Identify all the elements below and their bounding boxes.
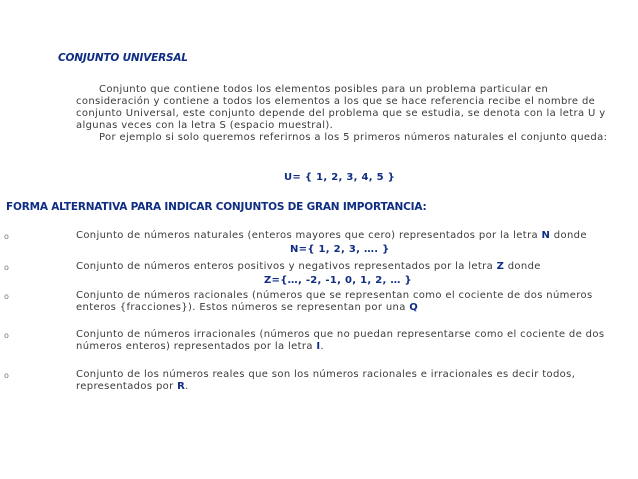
universal-definition-paragraph: Conjunto que contiene todos los elementos posibles para un problema particular en consideración y contiene a todos los elementos a los que se hace referencia recibe el nombre de conjunto Universal, este conjunto depende del problema que se estudia, se denota con la letra U y algunas veces con la letra S (espacio muestral). [76,84,606,131]
item-text-after: donde [550,230,587,241]
bullet-icon: o [4,232,9,241]
universal-set-title: CONJUNTO UNIVERSAL [58,52,188,64]
naturals-formula: N={ 1, 2, 3, …. } [290,244,390,255]
list-item-integers [76,261,626,273]
bullet-icon: o [4,371,9,380]
item-text-after: . [320,341,324,352]
alternative-section-title: FORMA ALTERNATIVA PARA INDICAR CONJUNTOS DE GRAN IMPORTANCIA: [6,201,427,213]
set-letter-z: Z [496,261,505,272]
set-letter-i: I [316,341,321,352]
integers-formula: Z={…, -2, -1, 0, 1, 2, … } [264,275,412,286]
set-letter-n: N [541,230,551,241]
item-text: Conjunto de números naturales (enteros mayores que cero) representados por la letra [76,230,542,241]
bullet-icon: o [4,331,9,340]
item-text: Conjunto de los números reales que son los números racionales e irracionales es decir todos, representados por [76,369,576,392]
item-text-after: . [185,381,189,392]
list-item-rationals [76,290,626,314]
item-text: Conjunto de números enteros positivos y negativos representados por la letra [76,261,497,272]
item-text: Conjunto de números racionales (números que se representan como el cociente de dos números enteros {fracciones}). Estos números se representan por una [76,290,593,313]
set-letter-r: R [177,381,186,392]
universal-example-paragraph: Por ejemplo si solo queremos referirnos a los 5 primeros números naturales el conjunto queda: [99,132,608,143]
bullet-icon: o [4,292,9,301]
item-text-after: donde [504,261,541,272]
set-letter-q: Q [409,302,419,313]
list-item-irrationals [76,329,626,353]
bullet-icon: o [4,263,9,272]
universal-set-formula: U= { 1, 2, 3, 4, 5 } [284,172,396,183]
list-item-naturals [76,230,626,242]
item-text: Conjunto de números irracionales (números que no puedan representarse como el cociente de dos números enteros) representados por la letra [76,329,605,352]
list-item-reals [76,369,626,393]
